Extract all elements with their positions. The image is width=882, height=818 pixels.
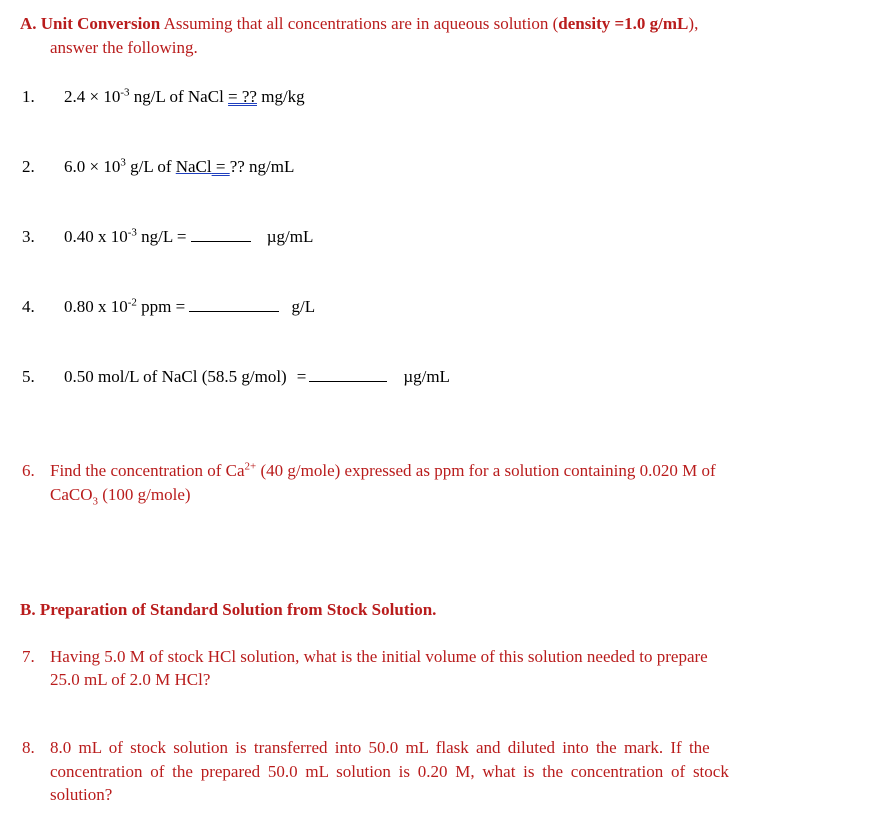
question-2-equals: = bbox=[211, 157, 230, 176]
question-6-line2 bbox=[50, 485, 191, 508]
section-b-title: Preparation of Standard Solution from Stock Solution. bbox=[39, 600, 437, 619]
section-a-label: A. bbox=[20, 14, 37, 33]
section-a-intro-line2: answer the following. bbox=[50, 38, 198, 57]
question-2-nacl: NaCl bbox=[175, 157, 212, 176]
question-5 bbox=[22, 367, 450, 387]
question-3-number: 3. bbox=[22, 227, 35, 246]
question-2-base: 6.0 × 10 bbox=[64, 157, 121, 176]
question-6-charge: 2+ bbox=[244, 460, 257, 473]
question-6-number: 6. bbox=[22, 461, 35, 480]
question-1-equals: = ?? bbox=[228, 87, 257, 106]
question-6-subscript: 3 bbox=[92, 495, 98, 508]
question-4-answer-blank[interactable] bbox=[189, 297, 279, 312]
section-b-header bbox=[20, 600, 436, 620]
question-5-unit: µg/mL bbox=[403, 367, 450, 386]
question-4-number: 4. bbox=[22, 297, 35, 316]
question-5-text: 0.50 mol/L of NaCl (58.5 g/mol) bbox=[64, 367, 287, 386]
question-8-line1 bbox=[22, 738, 710, 758]
question-2-text: g/L of bbox=[125, 157, 176, 176]
question-2-unit: ?? ng/mL bbox=[229, 157, 295, 176]
question-2-number: 2. bbox=[22, 157, 35, 176]
question-4-exponent: -2 bbox=[127, 296, 137, 309]
section-a-header bbox=[20, 14, 698, 34]
question-6-line1 bbox=[22, 461, 716, 481]
question-1-unit: mg/kg bbox=[256, 87, 305, 106]
question-1-text: ng/L of NaCl bbox=[129, 87, 229, 106]
question-1 bbox=[22, 87, 305, 107]
question-4 bbox=[22, 297, 315, 317]
question-5-number: 5. bbox=[22, 367, 35, 386]
question-7-text-1: Having 5.0 M of stock HCl solution, what is the initial volume of this solution needed to prepare bbox=[50, 647, 708, 666]
question-5-answer-blank[interactable] bbox=[309, 367, 387, 382]
question-7-line1 bbox=[22, 647, 708, 667]
question-4-text: ppm = bbox=[136, 297, 190, 316]
question-7-line2: 25.0 mL of 2.0 M HCl? bbox=[50, 670, 211, 689]
question-3 bbox=[22, 227, 313, 247]
question-8-number: 8. bbox=[22, 738, 35, 757]
question-4-unit: g/L bbox=[291, 297, 316, 316]
question-3-answer-blank[interactable] bbox=[191, 227, 251, 242]
question-1-exponent: -3 bbox=[120, 86, 130, 99]
question-6-text-a: Find the concentration of Ca bbox=[50, 461, 245, 480]
section-b-label: B. bbox=[20, 600, 36, 619]
section-a-intro: Assuming that all concentrations are in aqueous solution ( bbox=[163, 14, 559, 33]
question-3-unit: µg/mL bbox=[266, 227, 314, 246]
question-8-text-1: 8.0 mL of stock solution is transferred into 50.0 mL flask and diluted into the mark. If the bbox=[50, 738, 710, 757]
question-4-base: 0.80 x 10 bbox=[64, 297, 128, 316]
question-6-molar-mass: (100 g/mole) bbox=[98, 485, 191, 504]
question-8-line2: concentration of the prepared 50.0 mL solution is 0.20 M, what is the concentration of stock bbox=[50, 762, 729, 781]
density-note: density =1.0 g/mL bbox=[558, 14, 689, 33]
question-6-text-b: (40 g/mole) expressed as ppm for a solution containing 0.020 M of bbox=[256, 461, 716, 480]
section-a-intro-end: ), bbox=[688, 14, 699, 33]
question-3-base: 0.40 x 10 bbox=[64, 227, 128, 246]
question-7-number: 7. bbox=[22, 647, 35, 666]
question-5-equals: = bbox=[296, 367, 307, 386]
question-1-base: 2.4 × 10 bbox=[64, 87, 121, 106]
question-3-exponent: -3 bbox=[127, 226, 137, 239]
question-2-exponent: 3 bbox=[120, 156, 126, 169]
question-2 bbox=[22, 157, 294, 177]
section-a-title: Unit Conversion bbox=[40, 14, 161, 33]
question-8-line3: solution? bbox=[50, 785, 113, 804]
question-3-text: ng/L = bbox=[136, 227, 191, 246]
question-1-number: 1. bbox=[22, 87, 35, 106]
question-6-formula: CaCO bbox=[50, 485, 93, 504]
